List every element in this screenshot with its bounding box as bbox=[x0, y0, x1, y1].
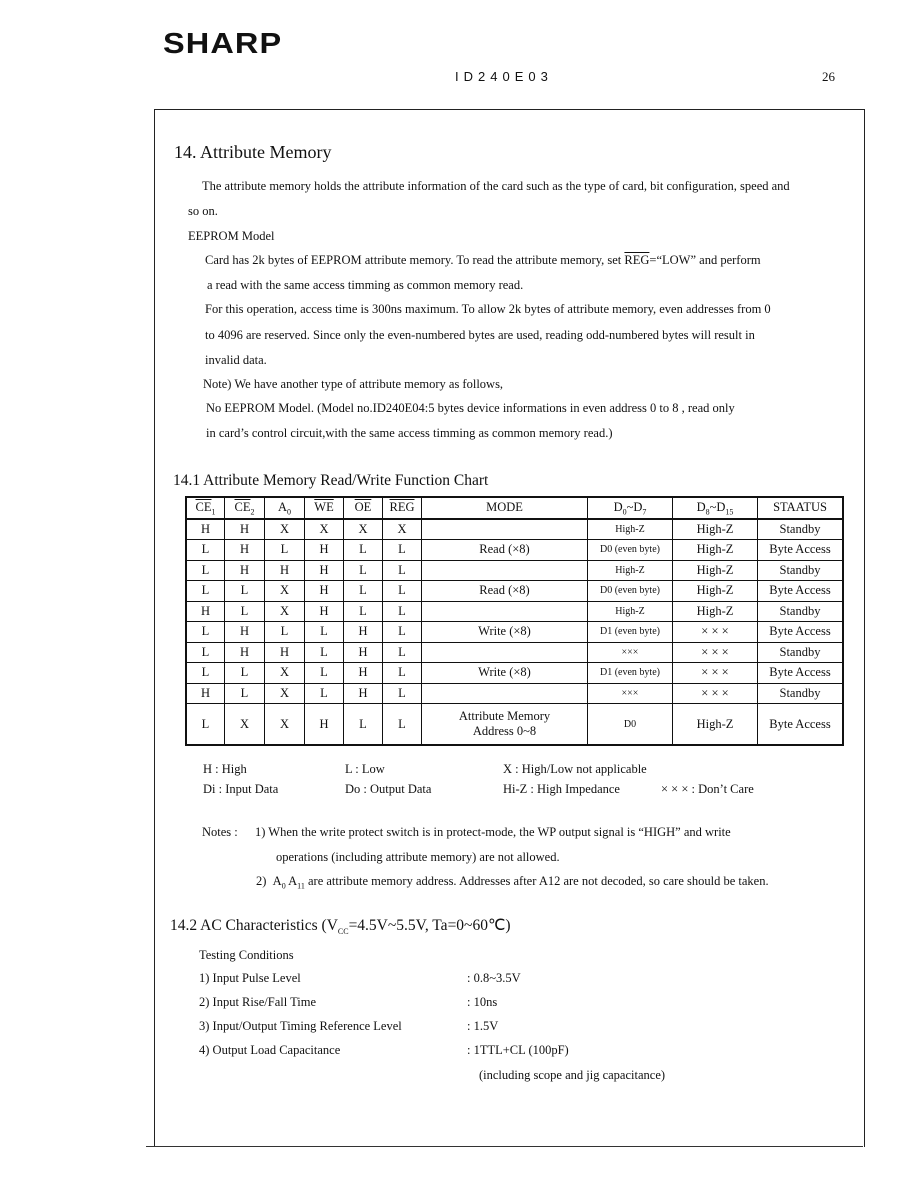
header-status: STAATUS bbox=[758, 497, 844, 519]
cell-mode bbox=[422, 601, 588, 622]
cell-reg: L bbox=[383, 622, 422, 643]
header-reg: $\overline{REG}$ bbox=[383, 497, 422, 519]
cell-ce2: L bbox=[225, 581, 265, 602]
cell-oe: H bbox=[344, 622, 383, 643]
ac-title-b: =4.5V~5.5V, Ta=0~60℃) bbox=[348, 917, 511, 934]
header-d0-d7: $D_0\sim D_7$ bbox=[588, 497, 673, 519]
cell-mode bbox=[422, 642, 588, 663]
cell-mode: Read (×8) bbox=[422, 540, 588, 561]
legend-high-impedance: Hi-Z : High Impedance bbox=[503, 782, 620, 796]
cell-mode: Read (×8) bbox=[422, 581, 588, 602]
note-1-line-2: operations (including attribute memory) are not allowed. bbox=[276, 850, 560, 864]
cell-reg: L bbox=[383, 601, 422, 622]
cell-ce2: L bbox=[225, 683, 265, 704]
cell-d8-d15: High-Z bbox=[673, 519, 758, 540]
eeprom-heading: EEPROM Model bbox=[188, 229, 275, 243]
cell-d0-d7: ××× bbox=[588, 642, 673, 663]
cell-d8-d15: High-Z bbox=[673, 581, 758, 602]
function-chart-table bbox=[185, 496, 844, 746]
condition-3-label: 3) Input/Output Timing Reference Level bbox=[199, 1019, 402, 1033]
note-2: 2) $A_0$ $A_{11}$ are attribute memory address. Addresses after A12 are not decoded, so care should be taken. bbox=[256, 874, 769, 891]
cell-status: Byte Access bbox=[758, 540, 844, 561]
cell-a0: X bbox=[265, 683, 305, 704]
cell-ce1: L bbox=[186, 642, 225, 663]
cell-we: H bbox=[305, 540, 344, 561]
cell-d0-d7: D0 bbox=[588, 704, 673, 746]
para1-text-b: “LOW” and perform bbox=[656, 253, 761, 267]
condition-3-value: : 1.5V bbox=[467, 1019, 499, 1033]
table-row bbox=[186, 642, 843, 663]
table-row bbox=[186, 663, 843, 684]
legend-input-data: Di : Input Data bbox=[203, 782, 279, 796]
header-d8-d15: $D_8\sim D_{15}$ bbox=[673, 497, 758, 519]
cell-d0-d7: D0 (even byte) bbox=[588, 581, 673, 602]
section-14-1-title: 14.1 Attribute Memory Read/Write Function Chart bbox=[173, 472, 489, 489]
cell-ce1: L bbox=[186, 581, 225, 602]
cell-ce1: L bbox=[186, 560, 225, 581]
table-row bbox=[186, 622, 843, 643]
header-we: $\overline{WE}$ bbox=[305, 497, 344, 519]
cell-d8-d15: High-Z bbox=[673, 560, 758, 581]
cell-d0-d7: D0 (even byte) bbox=[588, 540, 673, 561]
cell-mode bbox=[422, 519, 588, 540]
ac-title-a: 14.2 AC Characteristics (V bbox=[170, 917, 338, 934]
cell-mode bbox=[422, 560, 588, 581]
cell-a0: X bbox=[265, 601, 305, 622]
bottom-rule bbox=[146, 1146, 863, 1147]
cell-ce1: H bbox=[186, 683, 225, 704]
cell-a0: X bbox=[265, 581, 305, 602]
cell-d0-d7: High-Z bbox=[588, 519, 673, 540]
cell-we: X bbox=[305, 519, 344, 540]
cell-mode: Attribute Memory Address 0~8 bbox=[422, 704, 588, 746]
cell-oe: X bbox=[344, 519, 383, 540]
ac-title-sub: CC bbox=[337, 927, 349, 937]
cell-status: Byte Access bbox=[758, 622, 844, 643]
cell-d8-d15: × × × bbox=[673, 622, 758, 643]
cell-ce1: H bbox=[186, 601, 225, 622]
cell-ce2: H bbox=[225, 622, 265, 643]
sharp-logo: SHARP bbox=[163, 28, 283, 60]
section-14-2-title bbox=[170, 916, 511, 936]
condition-2-label: 2) Input Rise/Fall Time bbox=[199, 995, 317, 1009]
cell-we: L bbox=[305, 683, 344, 704]
cell-oe: L bbox=[344, 581, 383, 602]
cell-we: H bbox=[305, 601, 344, 622]
cell-status: Standby bbox=[758, 560, 844, 581]
cell-d8-d15: High-Z bbox=[673, 704, 758, 746]
note-2-text: are attribute memory address. Addresses after A12 are not decoded, so care should be taken. bbox=[308, 874, 769, 888]
note-line-2: No EEPROM Model. (Model no.ID240E04:5 bytes device informations in even address 0 to 8 , read only bbox=[206, 401, 735, 415]
condition-1-label: 1) Input Pulse Level bbox=[199, 971, 301, 985]
cell-a0: L bbox=[265, 622, 305, 643]
header-a0: $A_0$ bbox=[265, 497, 305, 519]
cell-status: Standby bbox=[758, 601, 844, 622]
intro-line-1: The attribute memory holds the attribute information of the card such as the type of card, bit configuration, speed and bbox=[202, 179, 790, 193]
table-row bbox=[186, 560, 843, 581]
cell-ce2: H bbox=[225, 540, 265, 561]
cell-d0-d7: ××× bbox=[588, 683, 673, 704]
cell-ce1: L bbox=[186, 622, 225, 643]
notes-label: Notes : bbox=[202, 825, 238, 839]
header-oe: $\overline{OE}$ bbox=[344, 497, 383, 519]
cell-oe: H bbox=[344, 663, 383, 684]
legend-output-data: Do : Output Data bbox=[345, 782, 432, 796]
cell-oe: L bbox=[344, 540, 383, 561]
testing-conditions-label: Testing Conditions bbox=[199, 948, 294, 962]
condition-4-label: 4) Output Load Capacitance bbox=[199, 1043, 341, 1057]
cell-mode: Write (×8) bbox=[422, 663, 588, 684]
table-row bbox=[186, 704, 843, 746]
cell-reg: L bbox=[383, 683, 422, 704]
cell-d0-d7: High-Z bbox=[588, 560, 673, 581]
condition-1-value: : 0.8~3.5V bbox=[467, 971, 521, 985]
cell-status: Standby bbox=[758, 519, 844, 540]
page-number: 26 bbox=[822, 69, 835, 84]
header-mode: MODE bbox=[422, 497, 588, 519]
cell-we: H bbox=[305, 560, 344, 581]
cell-status: Byte Access bbox=[758, 704, 844, 746]
cell-d8-d15: High-Z bbox=[673, 540, 758, 561]
cell-d8-d15: × × × bbox=[673, 642, 758, 663]
para1-line-2: a read with the same access timming as common memory read. bbox=[207, 278, 524, 292]
cell-ce1: L bbox=[186, 540, 225, 561]
cell-we: L bbox=[305, 622, 344, 643]
cell-ce2: L bbox=[225, 663, 265, 684]
para1-text-a: Card has 2k bytes of EEPROM attribute memory. To read the attribute memory, set bbox=[205, 253, 625, 267]
document-id: ID240E03 bbox=[455, 69, 553, 84]
cell-we: L bbox=[305, 663, 344, 684]
cell-ce1: L bbox=[186, 663, 225, 684]
cell-status: Standby bbox=[758, 683, 844, 704]
para1-line-1: Card has 2k bytes of EEPROM attribute memory. To read the attribute memory, set $\overline{REG}=“LOW$” and perform bbox=[205, 253, 761, 267]
table-row bbox=[186, 581, 843, 602]
cell-a0: X bbox=[265, 519, 305, 540]
header-ce1: $\overline{CE}_1$ bbox=[186, 497, 225, 519]
table-row bbox=[186, 601, 843, 622]
condition-4-value: : 1TTL+CL (100pF) bbox=[467, 1043, 569, 1057]
cell-d8-d15: × × × bbox=[673, 683, 758, 704]
cell-ce2: X bbox=[225, 704, 265, 746]
cell-oe: H bbox=[344, 642, 383, 663]
header-ce2: $\overline{CE}_2$ bbox=[225, 497, 265, 519]
section-14-title: 14. Attribute Memory bbox=[174, 142, 332, 162]
note-line-1: Note) We have another type of attribute memory as follows, bbox=[203, 377, 504, 391]
table-header-row bbox=[186, 497, 843, 519]
para2-line-3: invalid data. bbox=[205, 353, 267, 367]
cell-reg: L bbox=[383, 704, 422, 746]
condition-2-value: : 10ns bbox=[467, 995, 498, 1009]
cell-we: L bbox=[305, 642, 344, 663]
cell-a0: H bbox=[265, 642, 305, 663]
cell-reg: L bbox=[383, 540, 422, 561]
cell-status: Byte Access bbox=[758, 581, 844, 602]
capacitance-note: (including scope and jig capacitance) bbox=[479, 1068, 666, 1082]
cell-d0-d7: High-Z bbox=[588, 601, 673, 622]
para2-line-1: For this operation, access time is 300ns maximum. To allow 2k bytes of attribute memory, even addresses from 0 bbox=[205, 302, 771, 316]
cell-ce1: L bbox=[186, 704, 225, 746]
note-1-line-1: 1) When the write protect switch is in protect-mode, the WP output signal is “HIGH” and write bbox=[255, 825, 731, 839]
cell-d0-d7: D1 (even byte) bbox=[588, 663, 673, 684]
cell-status: Standby bbox=[758, 642, 844, 663]
para2-line-2: to 4096 are reserved. Since only the even-numbered bytes are used, reading odd-numbered bytes will result in bbox=[205, 328, 755, 342]
cell-reg: L bbox=[383, 581, 422, 602]
cell-d8-d15: × × × bbox=[673, 663, 758, 684]
cell-oe: L bbox=[344, 560, 383, 581]
cell-a0: H bbox=[265, 560, 305, 581]
cell-a0: X bbox=[265, 663, 305, 684]
cell-ce2: H bbox=[225, 560, 265, 581]
legend-x: X : High/Low not applicable bbox=[503, 762, 647, 776]
legend-high: H : High bbox=[203, 762, 247, 776]
cell-oe: H bbox=[344, 683, 383, 704]
cell-d8-d15: High-Z bbox=[673, 601, 758, 622]
cell-mode: Write (×8) bbox=[422, 622, 588, 643]
cell-ce2: L bbox=[225, 601, 265, 622]
cell-oe: L bbox=[344, 704, 383, 746]
table-row bbox=[186, 519, 843, 540]
cell-we: H bbox=[305, 581, 344, 602]
cell-status: Byte Access bbox=[758, 663, 844, 684]
intro-line-2: so on. bbox=[188, 204, 218, 218]
cell-reg: L bbox=[383, 560, 422, 581]
cell-a0: L bbox=[265, 540, 305, 561]
cell-ce2: H bbox=[225, 519, 265, 540]
cell-reg: L bbox=[383, 663, 422, 684]
cell-reg: X bbox=[383, 519, 422, 540]
cell-we: H bbox=[305, 704, 344, 746]
legend-low: L : Low bbox=[345, 762, 385, 776]
reg-signal: $\overline{REG}$ bbox=[624, 253, 650, 267]
table-row bbox=[186, 540, 843, 561]
cell-mode bbox=[422, 683, 588, 704]
cell-d0-d7: D1 (even byte) bbox=[588, 622, 673, 643]
legend-dont-care: × × × : Don’t Care bbox=[661, 782, 754, 796]
cell-oe: L bbox=[344, 601, 383, 622]
note-line-3: in card’s control circuit,with the same access timming as common memory read.) bbox=[206, 426, 613, 440]
cell-a0: X bbox=[265, 704, 305, 746]
cell-reg: L bbox=[383, 642, 422, 663]
cell-ce2: H bbox=[225, 642, 265, 663]
table-row bbox=[186, 683, 843, 704]
cell-ce1: H bbox=[186, 519, 225, 540]
